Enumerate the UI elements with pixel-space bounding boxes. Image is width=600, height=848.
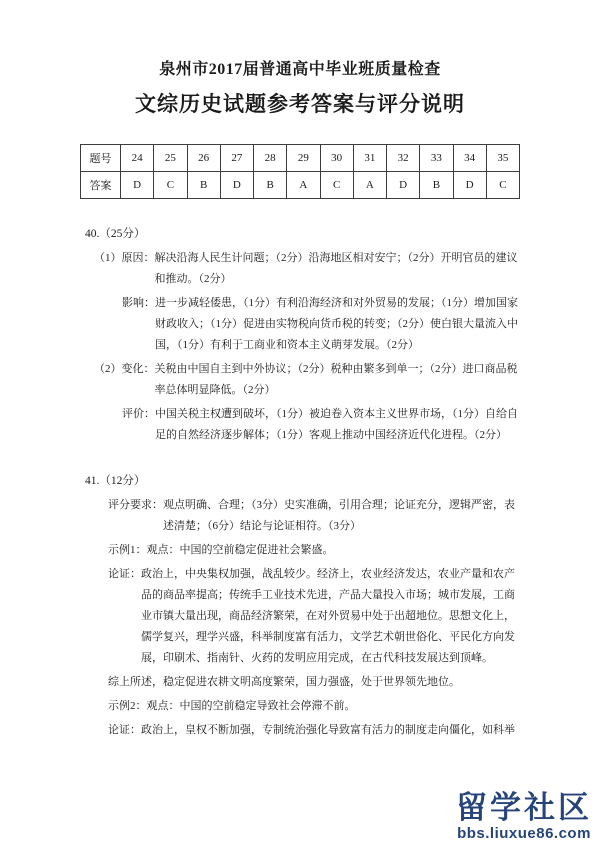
- paragraph-text: 政治上，皇权不断加强，专制统治强化导致富有活力的制度走向僵化，如科举: [141, 724, 515, 736]
- paragraph-text: 进一步减轻倭患，（1分）有利沿海经济和对外贸易的发展；（1分）增加国家财政收入；（1分）促进由实物税向货币税的转变；（2分）使白银大量流入中国，（1分）有利于工商业和资本主义萌芽发展。（2分）: [155, 297, 518, 351]
- question-number-cell: 30: [320, 145, 353, 172]
- answer-paragraph: [108, 495, 520, 537]
- paragraph-label: 示例2：: [108, 700, 147, 712]
- answer-paragraph: [94, 248, 520, 290]
- answer-cell: C: [486, 172, 519, 199]
- paragraph-label: 评价：: [122, 408, 155, 420]
- paragraph-label: 评分要求：: [108, 499, 163, 511]
- answer-cell: D: [453, 172, 486, 199]
- answer-paragraph: [108, 672, 520, 693]
- question-number-cell: 35: [486, 145, 519, 172]
- watermark-site-url: bbs.liuxue86.com: [457, 825, 591, 842]
- question-number-cell: 27: [220, 145, 253, 172]
- answer-cell: A: [353, 172, 386, 199]
- answer-sections: [80, 224, 520, 741]
- doc-subtitle: 文综历史试题参考答案与评分说明: [135, 92, 465, 116]
- answer-cell: D: [121, 172, 154, 199]
- section: [80, 224, 520, 446]
- paragraph-text: 关税由中国自主到中外协议；（2分）税种由繁多到单一；（2分）进口商品税率总体明显降低。（2分）: [154, 363, 518, 396]
- answer-cell: D: [220, 172, 253, 199]
- doc-title: 泉州市2017届普通高中毕业班质量检查: [159, 61, 441, 78]
- answer-cell: B: [420, 172, 453, 199]
- paragraph-text: 稳定促进农耕文明高度繁荣，国力强盛，处于世界领先地位。: [163, 676, 460, 688]
- question-number-cell: 32: [387, 145, 420, 172]
- answer-paragraph: [94, 359, 520, 401]
- question-number-cell: 31: [353, 145, 386, 172]
- paragraph-text: 观点明确、合理；（3分）史实准确，引用合理；论证充分，逻辑严密，表述清楚；（6分）结论与论证相符。（3分）: [163, 499, 515, 532]
- paragraph-text: 政治上，中央集权加强，战乱较少。经济上，农业经济发达，农业产量和农产品的商品率提高；传统手工业技术先进，产品大量投入市场；城市发展，工商业市镇大量出现，商品经济繁荣，在对外贸易中处于出超地位。思想文化上，儒学复兴，理学兴盛，科举制度富有活力，文学艺术朝世俗化、平民化方向发展，印刷术、指南针、火药的发明应用完成，在古代科技发展达到顶峰。: [141, 568, 515, 664]
- question-number-cell: 29: [287, 145, 320, 172]
- paragraph-text: 中国关税主权遭到破坏，（1分）被迫卷入资本主义世界市场，（1分）自给自足的自然经济逐步解体；（1分）客观上推动中国经济近代化进程。（2分）: [155, 408, 518, 441]
- question-number-label: 题号: [81, 145, 121, 172]
- answer-paragraph: [122, 404, 520, 446]
- answer-cell: C: [320, 172, 353, 199]
- paragraph-label: 论证：: [108, 568, 141, 580]
- question-number-cell: 24: [121, 145, 154, 172]
- section: [80, 471, 520, 741]
- answer-table: [80, 144, 520, 199]
- paragraph-text: 观点：中国的空前稳定导致社会停滞不前。: [146, 700, 356, 712]
- watermark-site-name: 留学社区: [456, 790, 592, 825]
- answer-paragraph: [108, 696, 520, 717]
- answer-row: [81, 172, 520, 199]
- answer-cell: B: [254, 172, 287, 199]
- answer-cell: B: [187, 172, 220, 199]
- paragraph-label: （2）变化：: [94, 363, 155, 375]
- paragraph-label: 影响：: [122, 297, 155, 309]
- question-number-cell: 25: [154, 145, 187, 172]
- paragraph-text: 观点：中国的空前稳定促进社会繁盛。: [146, 544, 334, 556]
- question-number-cell: 34: [453, 145, 486, 172]
- answer-paragraph: [108, 720, 520, 741]
- section-heading: 41.（12分）: [85, 475, 146, 487]
- paragraph-text: 解决沿海人民生计问题；（2分）沿海地区相对安宁；（2分）开明官员的建议和推动。（2分）: [154, 252, 518, 285]
- question-number-cell: 33: [420, 145, 453, 172]
- answer-paragraph: [108, 540, 520, 561]
- answer-paragraph: [122, 293, 520, 356]
- section-heading: 40.（25分）: [85, 228, 146, 240]
- paragraph-label: 论证：: [108, 724, 141, 736]
- paragraph-label: （1）原因：: [94, 252, 155, 264]
- answer-cell: C: [154, 172, 187, 199]
- question-number-cell: 28: [254, 145, 287, 172]
- answer-label: 答案: [81, 172, 121, 199]
- question-number-row: [81, 145, 520, 172]
- answer-paragraph: [108, 564, 520, 669]
- question-number-cell: 26: [187, 145, 220, 172]
- paragraph-label: 综上所述，: [108, 676, 163, 688]
- answer-cell: A: [287, 172, 320, 199]
- paragraph-label: 示例1：: [108, 544, 147, 556]
- watermark: [456, 791, 592, 843]
- answer-cell: D: [387, 172, 420, 199]
